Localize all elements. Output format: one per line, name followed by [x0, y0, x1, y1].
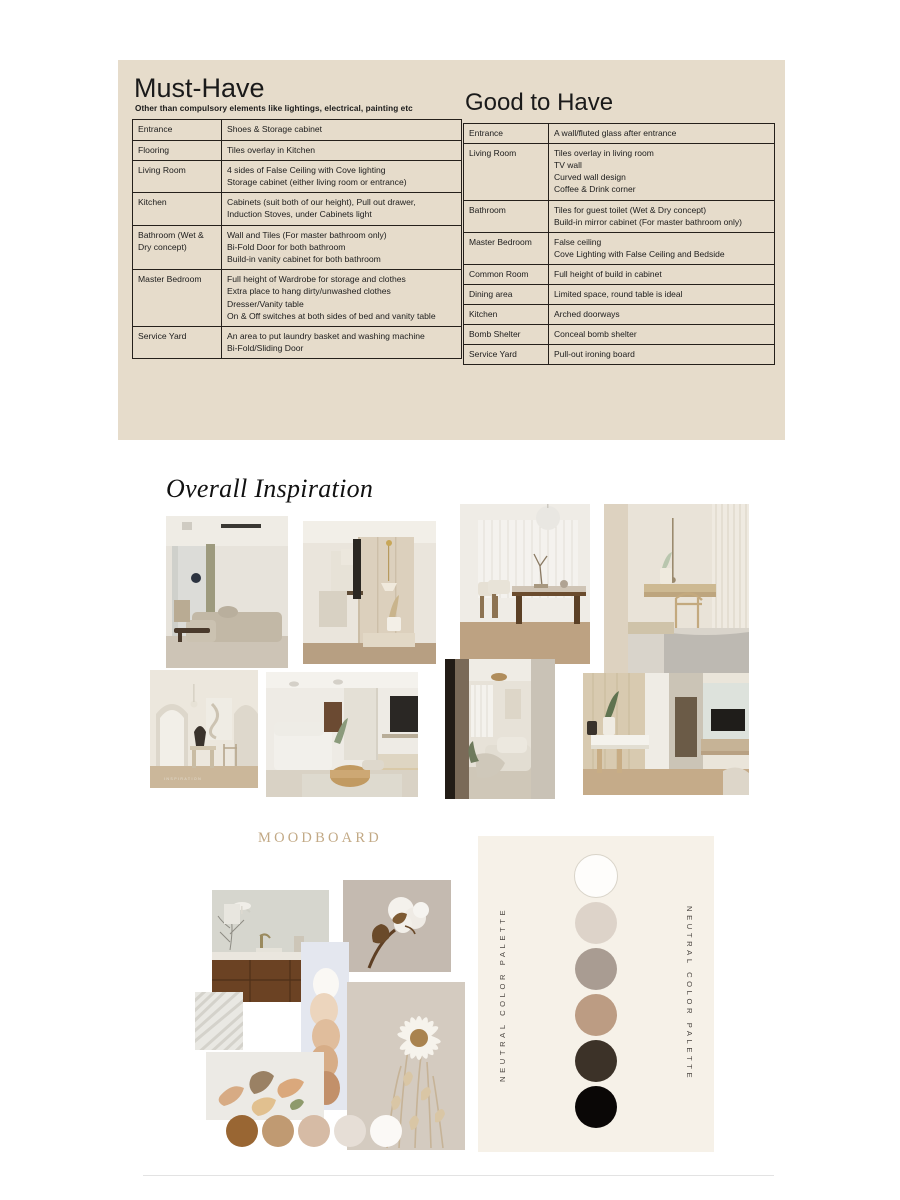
table-cell-line: On & Off switches at both sides of bed and vanity table	[227, 310, 436, 321]
table-cell-items	[222, 120, 462, 140]
palette-circle-black	[575, 1086, 617, 1128]
table-cell-items	[549, 232, 775, 264]
table-row	[464, 232, 775, 264]
good-to-have-block	[463, 90, 775, 365]
table-cell-room: Bathroom	[464, 200, 549, 232]
table-cell-line: Wall and Tiles (For master bathroom only)	[227, 229, 387, 240]
page-footer-divider	[143, 1175, 774, 1176]
moodboard-image-dried-leaves	[206, 1052, 324, 1120]
table-cell-room: Service Yard	[464, 345, 549, 365]
must-have-table	[132, 119, 462, 359]
palette-circle-white	[574, 854, 618, 898]
table-row	[464, 124, 775, 144]
table-cell-line: Dresser/Vanity table	[227, 298, 304, 309]
table-cell-line: Extra place to hang dirty/unwashed clothes	[227, 286, 391, 297]
table-cell-line: Tiles overlay in Kitchen	[227, 144, 316, 155]
table-cell-items	[222, 160, 462, 192]
table-cell-items	[549, 324, 775, 344]
table-cell-items	[549, 124, 775, 144]
table-row	[133, 160, 462, 192]
table-cell-line: A wall/fluted glass after entrance	[554, 128, 677, 139]
moodboard-title: MOODBOARD	[258, 830, 382, 846]
table-cell-items	[549, 200, 775, 232]
table-cell-room: Bomb Shelter	[464, 324, 549, 344]
table-cell-room: Entrance	[464, 124, 549, 144]
photo-kitchen-counter-corridor	[583, 673, 749, 795]
table-cell-line: Cove Lighting with False Ceiling and Bedside	[554, 248, 725, 259]
table-cell-line: Full height of Wardrobe for storage and clothes	[227, 274, 406, 285]
table-cell-room: Dining area	[464, 284, 549, 304]
moodboard-swatch-caramel	[226, 1115, 258, 1147]
table-cell-room: Common Room	[464, 264, 549, 284]
must-have-block	[132, 74, 462, 359]
table-cell-line: 4 sides of False Ceiling with Cove lighting	[227, 164, 386, 175]
table-cell-line: Shoes & Storage cabinet	[227, 124, 323, 135]
moodboard-swatch-off-white	[370, 1115, 402, 1147]
table-cell-items	[549, 264, 775, 284]
table-cell-room: Entrance	[133, 120, 222, 140]
palette-circle-list	[574, 854, 618, 1128]
table-cell-line: False ceiling	[554, 236, 602, 247]
photo-bedroom-desk-nook	[604, 504, 749, 676]
table-row	[133, 270, 462, 327]
table-row	[133, 225, 462, 270]
table-cell-line: Arched doorways	[554, 308, 620, 319]
table-cell-line: Build-in vanity cabinet for both bathroom	[227, 253, 381, 264]
table-cell-items	[222, 270, 462, 327]
moodboard-image-cotton-branch	[343, 880, 451, 972]
table-cell-room: Master Bedroom	[133, 270, 222, 327]
table-cell-room: Kitchen	[133, 193, 222, 225]
table-cell-line: Bi-Fold Door for both bathroom	[227, 241, 346, 252]
moodboard-swatch-light-tan	[298, 1115, 330, 1147]
table-cell-line: Coffee & Drink corner	[554, 184, 636, 195]
table-cell-line: Storage cabinet (either living room or entrance)	[227, 176, 407, 187]
inspiration-title: Overall Inspiration	[166, 474, 374, 503]
good-to-have-table-body	[464, 124, 775, 365]
table-row	[133, 326, 462, 358]
palette-circle-warm-grey	[575, 948, 617, 990]
table-cell-line: An area to put laundry basket and washing machine	[227, 330, 425, 341]
table-cell-room: Bathroom (Wet & Dry concept)	[133, 225, 222, 270]
table-cell-line: Curved wall design	[554, 172, 626, 183]
table-row	[464, 144, 775, 200]
table-cell-items	[222, 326, 462, 358]
palette-circle-tan	[575, 994, 617, 1036]
table-cell-items	[549, 144, 775, 200]
palette-circle-light-beige	[575, 902, 617, 944]
must-have-table-body	[133, 120, 462, 359]
table-cell-room: Living Room	[464, 144, 549, 200]
palette-label-right: NEUTRAL COLOR PALETTE	[685, 906, 694, 1082]
table-cell-items	[549, 284, 775, 304]
table-cell-line: Build-in mirror cabinet (For master bathroom only)	[554, 216, 743, 227]
moodboard-swatch-cream	[334, 1115, 366, 1147]
good-to-have-title: Good to Have	[465, 89, 614, 116]
table-cell-line: Tiles overlay in living room	[554, 148, 654, 159]
photo-arched-hallway-console	[150, 670, 258, 788]
neutral-color-palette-panel	[478, 836, 714, 1152]
table-cell-line: Conceal bomb shelter	[554, 328, 637, 339]
table-cell-items	[549, 345, 775, 365]
table-cell-items	[549, 304, 775, 324]
table-cell-items	[222, 225, 462, 270]
good-to-have-table	[463, 123, 775, 365]
must-have-title: Must-Have	[134, 73, 265, 103]
table-cell-room: Kitchen	[464, 304, 549, 324]
table-cell-line: TV wall	[554, 160, 582, 171]
photo-sunlit-lounge-chair	[445, 659, 555, 799]
photo-entrance-foyer-wood-panel	[303, 521, 436, 664]
moodboard-swatch-tan	[262, 1115, 294, 1147]
table-row	[464, 284, 775, 304]
palette-circle-dark-brown	[575, 1040, 617, 1082]
table-cell-line: Full height of build in cabinet	[554, 268, 662, 279]
table-cell-line: Bi-Fold/Sliding Door	[227, 343, 304, 354]
table-row	[464, 304, 775, 324]
requirements-banner	[118, 60, 785, 440]
table-cell-line: Pull-out ironing board	[554, 349, 635, 359]
svg-text:INSPIRATION: INSPIRATION	[164, 777, 203, 781]
table-cell-line: Tiles for guest toilet (Wet & Dry concept)	[554, 204, 707, 215]
photo-living-room-sofa-curtains	[166, 516, 288, 668]
moodboard-swatch-row	[226, 1115, 402, 1147]
table-cell-room: Flooring	[133, 140, 222, 160]
table-row	[133, 120, 462, 140]
moodboard-image-ribbed-texture	[195, 992, 243, 1050]
table-cell-line: Limited space, round table is ideal	[554, 288, 683, 299]
table-row	[464, 324, 775, 344]
table-cell-room: Service Yard	[133, 326, 222, 358]
table-row	[464, 345, 775, 365]
table-row	[133, 140, 462, 160]
palette-label-left: NEUTRAL COLOR PALETTE	[498, 906, 507, 1082]
table-cell-line: Induction Stoves, under Cabinets light	[227, 209, 372, 220]
photo-dining-room-pendant	[460, 504, 590, 664]
must-have-note: Other than compulsory elements like lightings, electrical, painting etc	[135, 104, 413, 114]
table-cell-items	[222, 193, 462, 225]
table-row	[464, 264, 775, 284]
table-cell-room: Living Room	[133, 160, 222, 192]
table-cell-line: Cabinets (suit both of our height), Pull out drawer,	[227, 197, 416, 208]
photo-living-room-tv-wall	[266, 672, 418, 797]
table-cell-items	[222, 140, 462, 160]
table-row	[464, 200, 775, 232]
table-cell-room: Master Bedroom	[464, 232, 549, 264]
table-row	[133, 193, 462, 225]
